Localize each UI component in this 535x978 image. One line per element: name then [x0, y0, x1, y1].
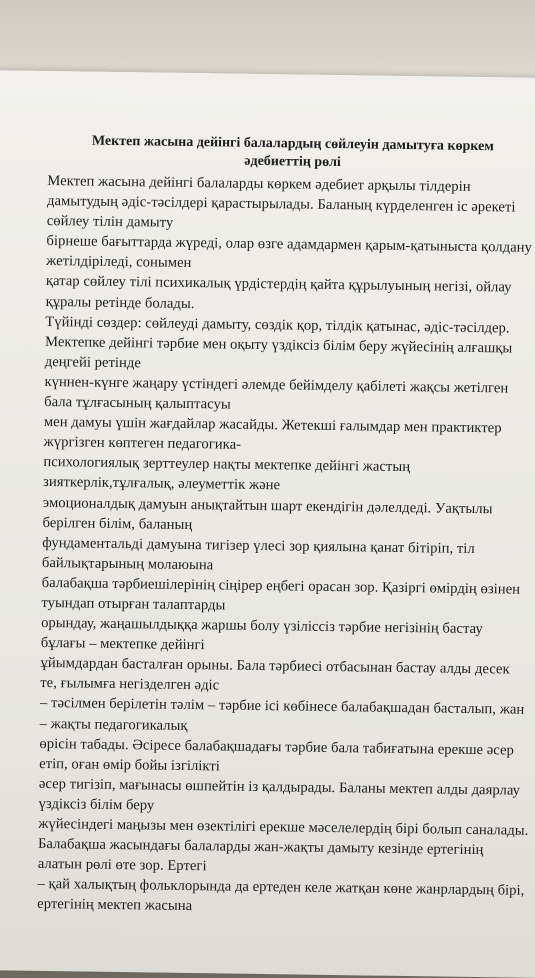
text-line: те, ғылымға негізделген әдіс	[40, 675, 220, 694]
text-line: психологиялық зерттеулер нақты мектепке дейінгі жастың	[43, 454, 411, 476]
text-line: балабақша тәрбиешілерінің сіңірер еңбегі орасан зор. Қазіргі өмірдің өзінен	[41, 574, 521, 598]
text-line: – тәсілмен берілетін тәлім – тәрбие ісі көбінесе балабақшадан басталып, жан	[39, 695, 525, 719]
text-line: бұлағы – мектепке дейінгі	[40, 635, 205, 654]
title-line: Мектеп жасына дейінгі балалардың сөйлеуін дамытуға көркем	[91, 133, 494, 155]
text-line: күннен-күнге жаңару үстіндегі әлемде бейімделу қабілеті жақсы жетілген	[44, 373, 509, 397]
text-line: байлықтарының молаюына	[41, 554, 214, 574]
text-line: әсер тигізіп, мағынасы өшпейтін із қалдырады. Баланы мектеп алды даярлау	[38, 775, 521, 799]
text-line: Балабақша жасындағы балаларды жан-жақты дамыту кезінде ертегінің	[37, 836, 484, 859]
text-line: эмоционалдық дамуын анықтайтын шарт екендігін дәлелдеді. Уақтылы	[42, 494, 493, 517]
text-line: бірнеше бағыттарда жүреді, олар өзге адамдармен қарым-қатыныста қолдану	[46, 233, 532, 257]
text-line: ертегінің мектеп жасына	[37, 896, 193, 915]
text-line: жүйесіндегі маңызы мен өзектілігі ерекше мәселелердің бірі болып саналады.	[38, 815, 529, 839]
document-body	[37, 132, 534, 921]
text-line: деңгейі ретінде	[44, 353, 142, 372]
text-line: берілген білім, баланың	[42, 514, 193, 533]
text-line: – қай халықтың фольклорында да ертеден келе жатқан көне жанрлардың бірі,	[37, 876, 525, 900]
text-line: орындау, жаңашылдыққа жаршы болу үзіліссіз тәрбие негізінің бастау	[41, 615, 483, 638]
document-title	[47, 132, 533, 175]
text-lines	[37, 171, 533, 921]
text-line: етіп, оған өмір бойы ізгілікті	[39, 755, 221, 775]
text-line: Мектеп жасына дейінгі балаларды көркем әдебиет арқылы тілдерін	[47, 172, 471, 195]
text-line: бала тұлғасының қалыптасуы	[44, 394, 231, 413]
text-line: өрісін табады. Әсіресе балабақшадағы тәрбие бала табиғатына ерекше әсер	[39, 735, 515, 759]
text-line: туындап отырған талаптарды	[41, 594, 226, 614]
text-line: дамытудың әдіс-тәсілдері қарастырылады. Баланың күрделенген іс әрекеті	[46, 193, 516, 216]
text-line: фундаментальді дамуына тигізер үлесі зор қиялына қанат бітіріп, тіл	[42, 534, 475, 557]
text-line: мен дамуы үшін жағдайлар жасайды. Жетекші ғалымдар мен практиктер	[43, 414, 502, 437]
text-line: жүргізген көптеген педагогика-	[43, 434, 242, 453]
text-line: жетілдіріледі, сонымен	[46, 253, 192, 272]
title-line: әдебиеттің рөлі	[244, 153, 341, 171]
text-line: сөйлеу тілін дамыту	[46, 213, 174, 231]
text-line: зияткерлік,тұлғалық, әлеуметтік және	[42, 474, 281, 494]
text-line: Мектепке дейінгі тәрбие мен оқыту үздіксіз білім беру жүйесінің алғашқы	[44, 333, 513, 357]
text-line: қатар сөйлеу тілі психикалық үрдістердің қайта құрылуының негізі, ойлау	[45, 273, 512, 296]
text-line: – жақты педагогикалық	[39, 715, 188, 734]
text-line: алатын рөлі өте зор. Ертегі	[37, 856, 207, 875]
text-line: ұйымдардан басталған орыны. Бала тәрбиесі отбасынан бастау алды десек	[40, 655, 510, 678]
text-line: Түйінді сөздер: сөйлеуді дамыту, сөздік қор, тілдік қатынас, әдіс-тәсілдер.	[45, 313, 510, 337]
text-line: үздіксіз білім беру	[38, 795, 155, 814]
text-line: құралы ретінде болады.	[45, 293, 195, 312]
